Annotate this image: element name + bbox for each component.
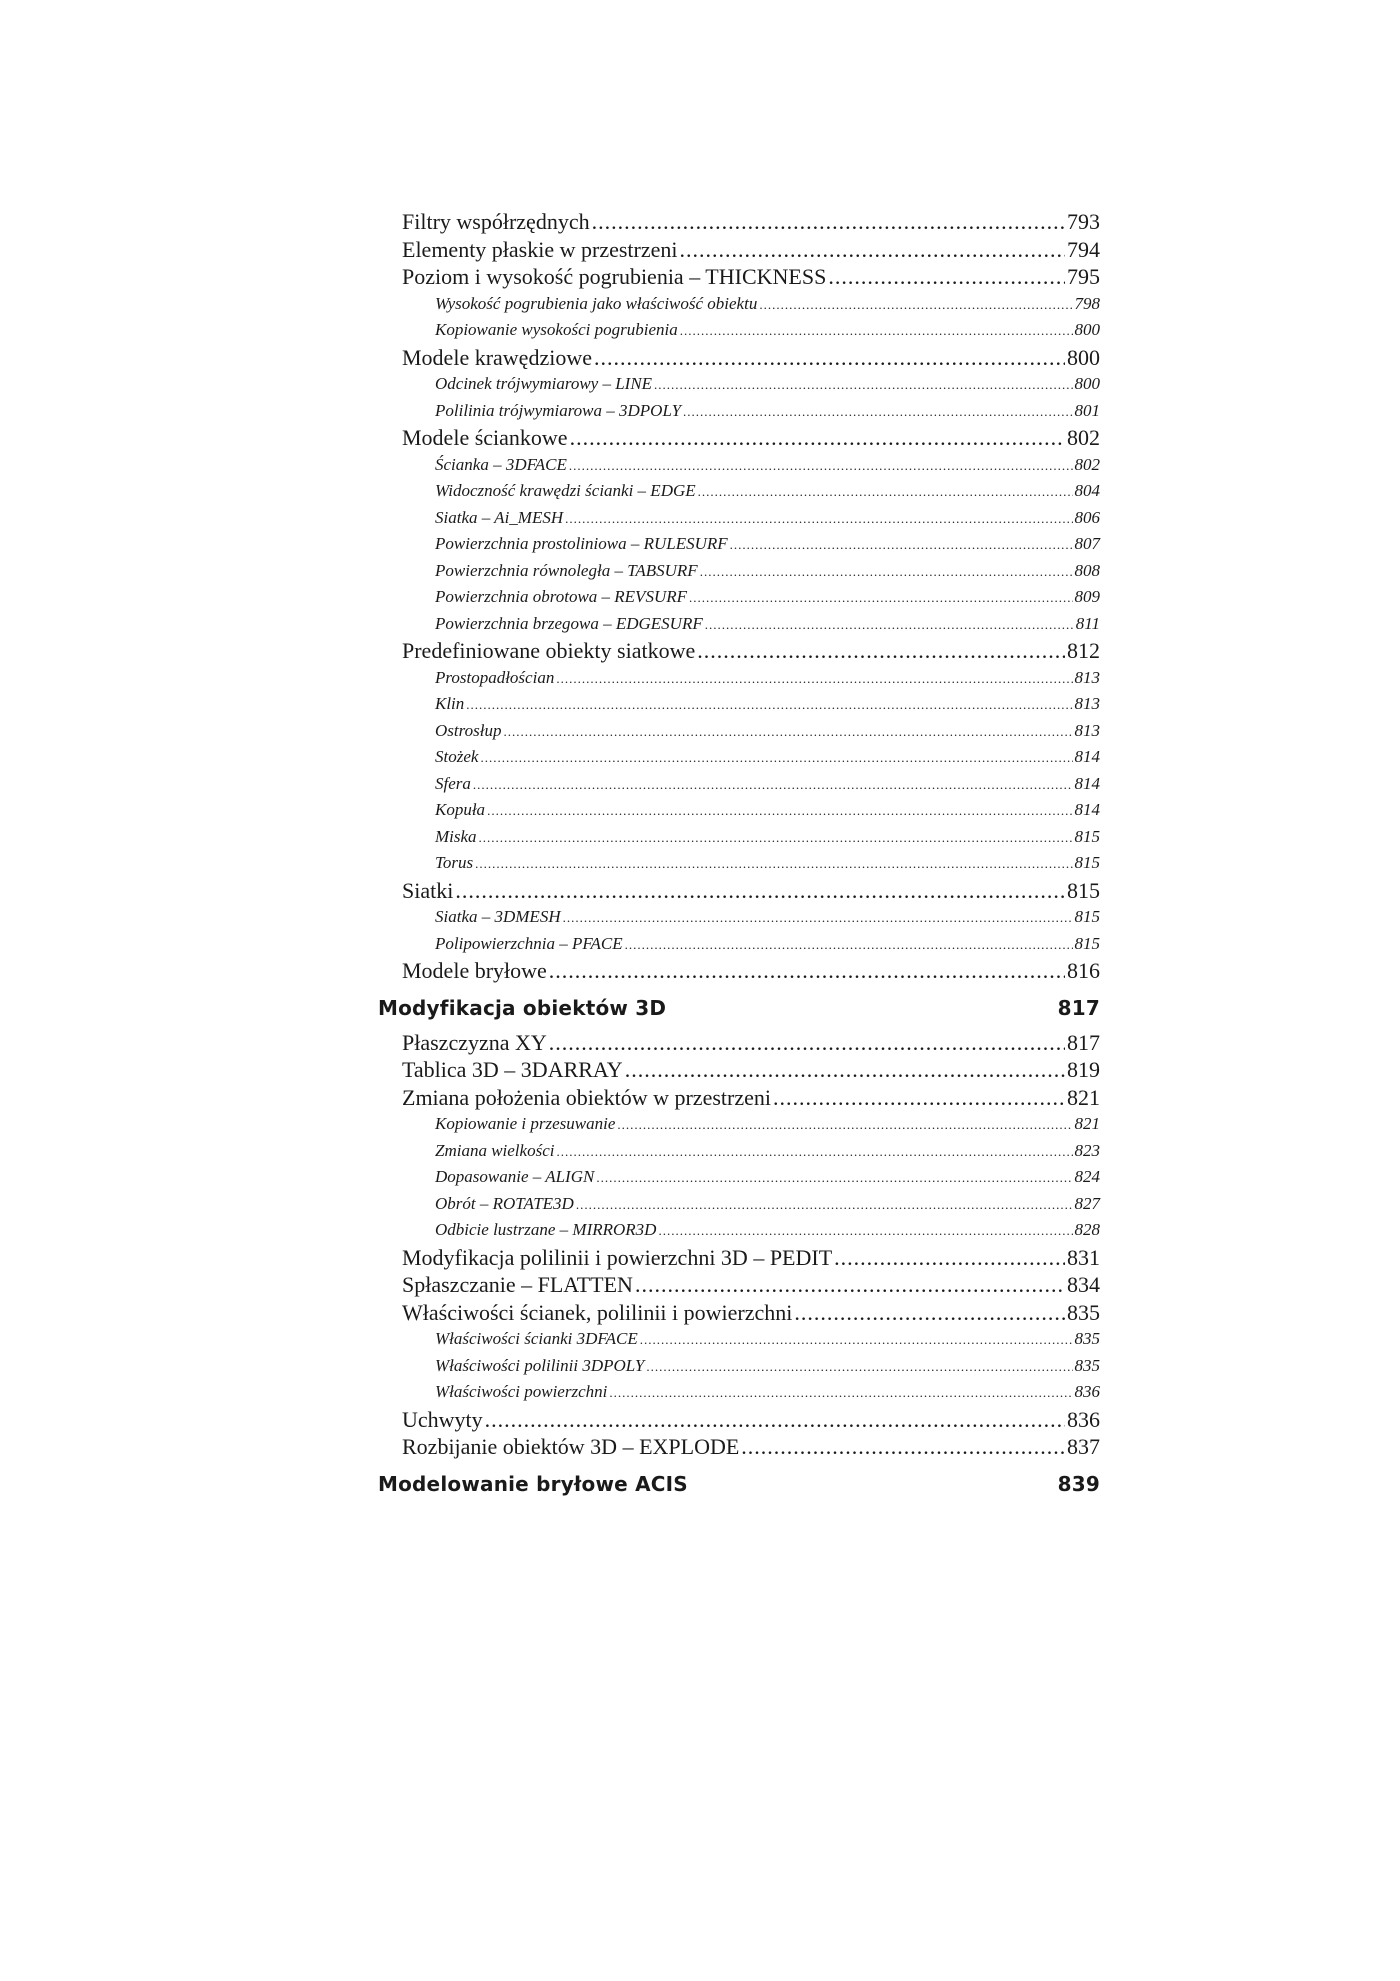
- dot-leader: [569, 453, 1073, 480]
- dot-leader: [480, 745, 1072, 772]
- entry-page-number: 813: [1074, 667, 1100, 687]
- entry-title: Kopiowanie i przesuwanie: [435, 1114, 616, 1133]
- dot-leader: [646, 1354, 1072, 1381]
- entry-page-number: 807: [1074, 534, 1100, 553]
- toc-subsection-entry: [378, 558, 1100, 585]
- chapter-title: Modelowanie bryłowe ACIS: [378, 1471, 688, 1496]
- toc-subsection-entry: [378, 478, 1100, 505]
- entry-page-number: 809: [1074, 587, 1100, 606]
- dot-leader: [556, 666, 1072, 693]
- entry-page-number: 836: [1067, 1406, 1100, 1432]
- dot-leader: [455, 877, 1065, 905]
- toc-section-entry: [378, 424, 1100, 452]
- entry-page-number: 834: [1067, 1272, 1100, 1297]
- entry-title: Dopasowanie – ALIGN: [435, 1167, 595, 1186]
- toc-section-entry: [378, 1406, 1100, 1434]
- entry-page-number: 808: [1074, 560, 1100, 580]
- dot-leader: [705, 612, 1074, 639]
- dot-leader: [503, 719, 1072, 746]
- entry-page-number: 798: [1074, 293, 1100, 313]
- entry-page-number: 802: [1074, 454, 1100, 474]
- dot-leader: [475, 851, 1072, 878]
- chapter-page-number: 817: [1057, 995, 1100, 1020]
- entry-page-number: 814: [1074, 773, 1100, 793]
- entry-page-number: 816: [1067, 958, 1100, 983]
- entry-page-number: 835: [1074, 1355, 1100, 1375]
- dot-leader: [596, 1165, 1072, 1192]
- entry-title: Ścianka – 3DFACE: [435, 454, 567, 474]
- dot-leader: [609, 1380, 1072, 1407]
- entry-page-number: 811: [1075, 613, 1100, 633]
- toc-subsection-entry: [378, 1191, 1100, 1218]
- toc-section-entry: [378, 1299, 1100, 1327]
- toc-subsection-entry: [378, 691, 1100, 718]
- toc-section-entry: [378, 1244, 1100, 1272]
- dot-leader: [697, 637, 1065, 665]
- dot-leader: [594, 344, 1065, 372]
- entry-page-number: 812: [1067, 638, 1100, 663]
- entry-page-number: 815: [1074, 826, 1100, 846]
- entry-title: Modele ściankowe: [402, 425, 568, 450]
- dot-leader: [834, 1244, 1065, 1272]
- entry-title: Zmiana położenia obiektów w przestrzeni: [402, 1084, 771, 1110]
- entry-title: Siatka – Ai_MESH: [435, 507, 564, 527]
- dot-leader: [741, 1433, 1065, 1461]
- toc-subsection-entry: [378, 531, 1100, 558]
- dot-leader: [689, 585, 1073, 612]
- entry-page-number: 815: [1074, 933, 1100, 953]
- dot-leader: [549, 957, 1065, 985]
- entry-title: Powierzchnia obrotowa – REVSURF: [435, 587, 687, 606]
- entry-page-number: 835: [1067, 1299, 1100, 1325]
- entry-title: Miska: [435, 826, 477, 846]
- entry-title: Właściwości polilinii 3DPOLY: [435, 1355, 645, 1375]
- chapter-title: Modyfikacja obiektów 3D: [378, 995, 667, 1020]
- toc-subsection-entry: [378, 371, 1100, 398]
- toc-subsection-entry: [378, 797, 1100, 824]
- dot-leader: [700, 559, 1073, 586]
- entry-page-number: 828: [1074, 1220, 1100, 1239]
- entry-title: Torus: [435, 853, 474, 872]
- entry-page-number: 806: [1074, 507, 1100, 527]
- toc-subsection-entry: [378, 505, 1100, 532]
- entry-title: Wysokość pogrubienia jako właściwość obiektu: [435, 293, 758, 313]
- dot-leader: [576, 1192, 1073, 1219]
- entry-page-number: 813: [1074, 720, 1100, 740]
- toc-subsection-entry: [378, 665, 1100, 692]
- entry-page-number: 831: [1067, 1244, 1100, 1270]
- entry-page-number: 836: [1074, 1382, 1100, 1401]
- dot-leader: [794, 1299, 1065, 1327]
- entry-page-number: 837: [1067, 1434, 1100, 1459]
- toc-subsection-entry: [378, 850, 1100, 877]
- dot-leader: [466, 692, 1072, 719]
- dot-leader: [563, 905, 1073, 932]
- entry-page-number: 817: [1067, 1029, 1100, 1055]
- dot-leader: [680, 318, 1073, 345]
- dot-leader: [828, 263, 1065, 291]
- entry-page-number: 815: [1074, 853, 1100, 872]
- toc-subsection-entry: [378, 317, 1100, 344]
- toc-section-entry: [378, 1029, 1100, 1057]
- dot-leader: [625, 1056, 1065, 1084]
- dot-leader: [730, 532, 1073, 559]
- toc-subsection-entry: [378, 584, 1100, 611]
- toc-subsection-entry: [378, 1379, 1100, 1406]
- dot-leader: [549, 1029, 1065, 1057]
- toc-subsection-entry: [378, 1353, 1100, 1380]
- entry-title: Powierzchnia równoległa – TABSURF: [435, 560, 698, 580]
- toc-chapter-heading: [378, 989, 1100, 1027]
- entry-title: Klin: [435, 694, 465, 713]
- entry-title: Powierzchnia brzegowa – EDGESURF: [435, 613, 703, 633]
- entry-title: Polipowierzchnia – PFACE: [435, 933, 623, 953]
- dot-leader: [592, 208, 1065, 236]
- dot-leader: [473, 772, 1073, 799]
- toc-subsection-entry: [378, 744, 1100, 771]
- entry-page-number: 794: [1067, 236, 1100, 262]
- entry-title: Płaszczyzna XY: [402, 1029, 547, 1055]
- entry-title: Odbicie lustrzane – MIRROR3D: [435, 1220, 657, 1239]
- entry-title: Modele krawędziowe: [402, 344, 592, 370]
- chapter-page-number: 839: [1057, 1471, 1100, 1496]
- entry-page-number: 795: [1067, 264, 1100, 289]
- entry-title: Prostopadłościan: [435, 667, 555, 687]
- toc-subsection-entry: [378, 904, 1100, 931]
- toc-subsection-entry: [378, 1138, 1100, 1165]
- entry-page-number: 804: [1074, 481, 1100, 500]
- entry-page-number: 821: [1074, 1114, 1100, 1133]
- dot-leader: [556, 1139, 1072, 1166]
- dot-leader: [570, 424, 1065, 452]
- entry-title: Modyfikacja polilinii i powierzchni 3D – PEDIT: [402, 1244, 833, 1270]
- toc-subsection-entry: [378, 611, 1100, 638]
- toc-section-entry: [378, 1084, 1100, 1112]
- toc-subsection-entry: [378, 398, 1100, 425]
- entry-title: Predefiniowane obiekty siatkowe: [402, 638, 696, 663]
- entry-title: Siatki: [402, 877, 454, 903]
- entry-page-number: 827: [1074, 1193, 1100, 1213]
- dot-leader: [565, 506, 1072, 533]
- dot-leader: [698, 479, 1073, 506]
- entry-page-number: 801: [1074, 400, 1100, 420]
- entry-title: Sfera: [435, 773, 471, 793]
- table-of-contents: [378, 208, 1100, 1505]
- dot-leader: [683, 399, 1072, 426]
- entry-title: Właściwości powierzchni: [435, 1382, 608, 1401]
- toc-subsection-entry: [378, 1164, 1100, 1191]
- entry-page-number: 823: [1074, 1140, 1100, 1160]
- toc-section-entry: [378, 263, 1100, 291]
- dot-leader: [617, 1112, 1072, 1139]
- dot-leader: [759, 292, 1072, 319]
- dot-leader: [635, 1271, 1065, 1299]
- dot-leader: [658, 1218, 1072, 1245]
- entry-page-number: 802: [1067, 425, 1100, 450]
- dot-leader: [654, 372, 1072, 399]
- dot-leader: [680, 236, 1065, 264]
- entry-title: Polilinia trójwymiarowa – 3DPOLY: [435, 400, 682, 420]
- entry-title: Zmiana wielkości: [435, 1140, 555, 1160]
- toc-subsection-entry: [378, 452, 1100, 479]
- entry-title: Stożek: [435, 747, 479, 766]
- toc-section-entry: [378, 637, 1100, 665]
- toc-chapter-heading: [378, 1465, 1100, 1503]
- entry-title: Kopuła: [435, 800, 486, 819]
- entry-page-number: 800: [1074, 374, 1100, 393]
- toc-subsection-entry: [378, 824, 1100, 851]
- entry-title: Kopiowanie wysokości pogrubienia: [435, 320, 678, 339]
- toc-subsection-entry: [378, 718, 1100, 745]
- entry-page-number: 800: [1067, 344, 1100, 370]
- toc-subsection-entry: [378, 771, 1100, 798]
- entry-title: Elementy płaskie w przestrzeni: [402, 236, 678, 262]
- entry-page-number: 821: [1067, 1084, 1100, 1110]
- dot-leader: [485, 1406, 1065, 1434]
- entry-title: Poziom i wysokość pogrubienia – THICKNESS: [402, 264, 827, 289]
- toc-section-entry: [378, 877, 1100, 905]
- entry-page-number: 814: [1074, 800, 1100, 819]
- entry-page-number: 815: [1074, 907, 1100, 926]
- entry-page-number: 824: [1074, 1167, 1100, 1186]
- entry-title: Właściwości ścianek, polilinii i powierzchni: [402, 1299, 793, 1325]
- entry-page-number: 815: [1067, 877, 1100, 903]
- toc-subsection-entry: [378, 1111, 1100, 1138]
- toc-section-entry: [378, 957, 1100, 985]
- entry-title: Uchwyty: [402, 1406, 483, 1432]
- dot-leader: [625, 932, 1073, 959]
- toc-section-entry: [378, 208, 1100, 236]
- toc-subsection-entry: [378, 931, 1100, 958]
- entry-title: Widoczność krawędzi ścianki – EDGE: [435, 481, 696, 500]
- entry-page-number: 800: [1074, 320, 1100, 339]
- dot-leader: [773, 1084, 1065, 1112]
- dot-leader: [487, 798, 1072, 825]
- entry-title: Siatka – 3DMESH: [435, 907, 561, 926]
- dot-leader: [640, 1327, 1073, 1354]
- toc-section-entry: [378, 1433, 1100, 1461]
- entry-page-number: 813: [1074, 694, 1100, 713]
- toc-section-entry: [378, 344, 1100, 372]
- dot-leader: [479, 825, 1073, 852]
- entry-title: Tablica 3D – 3DARRAY: [402, 1057, 623, 1082]
- entry-title: Odcinek trójwymiarowy – LINE: [435, 374, 653, 393]
- entry-page-number: 793: [1067, 209, 1100, 234]
- toc-section-entry: [378, 1056, 1100, 1084]
- entry-title: Właściwości ścianki 3DFACE: [435, 1329, 638, 1348]
- entry-page-number: 819: [1067, 1057, 1100, 1082]
- toc-section-entry: [378, 236, 1100, 264]
- toc-subsection-entry: [378, 1326, 1100, 1353]
- entry-page-number: 814: [1074, 747, 1100, 766]
- toc-section-entry: [378, 1271, 1100, 1299]
- entry-title: Powierzchnia prostoliniowa – RULESURF: [435, 534, 728, 553]
- entry-title: Spłaszczanie – FLATTEN: [402, 1272, 633, 1297]
- entry-page-number: 835: [1074, 1329, 1100, 1348]
- entry-title: Rozbijanie obiektów 3D – EXPLODE: [402, 1434, 740, 1459]
- entry-title: Filtry współrzędnych: [402, 209, 590, 234]
- entry-title: Obrót – ROTATE3D: [435, 1193, 574, 1213]
- entry-title: Modele bryłowe: [402, 958, 547, 983]
- toc-subsection-entry: [378, 291, 1100, 318]
- toc-subsection-entry: [378, 1217, 1100, 1244]
- entry-title: Ostrosłup: [435, 720, 502, 740]
